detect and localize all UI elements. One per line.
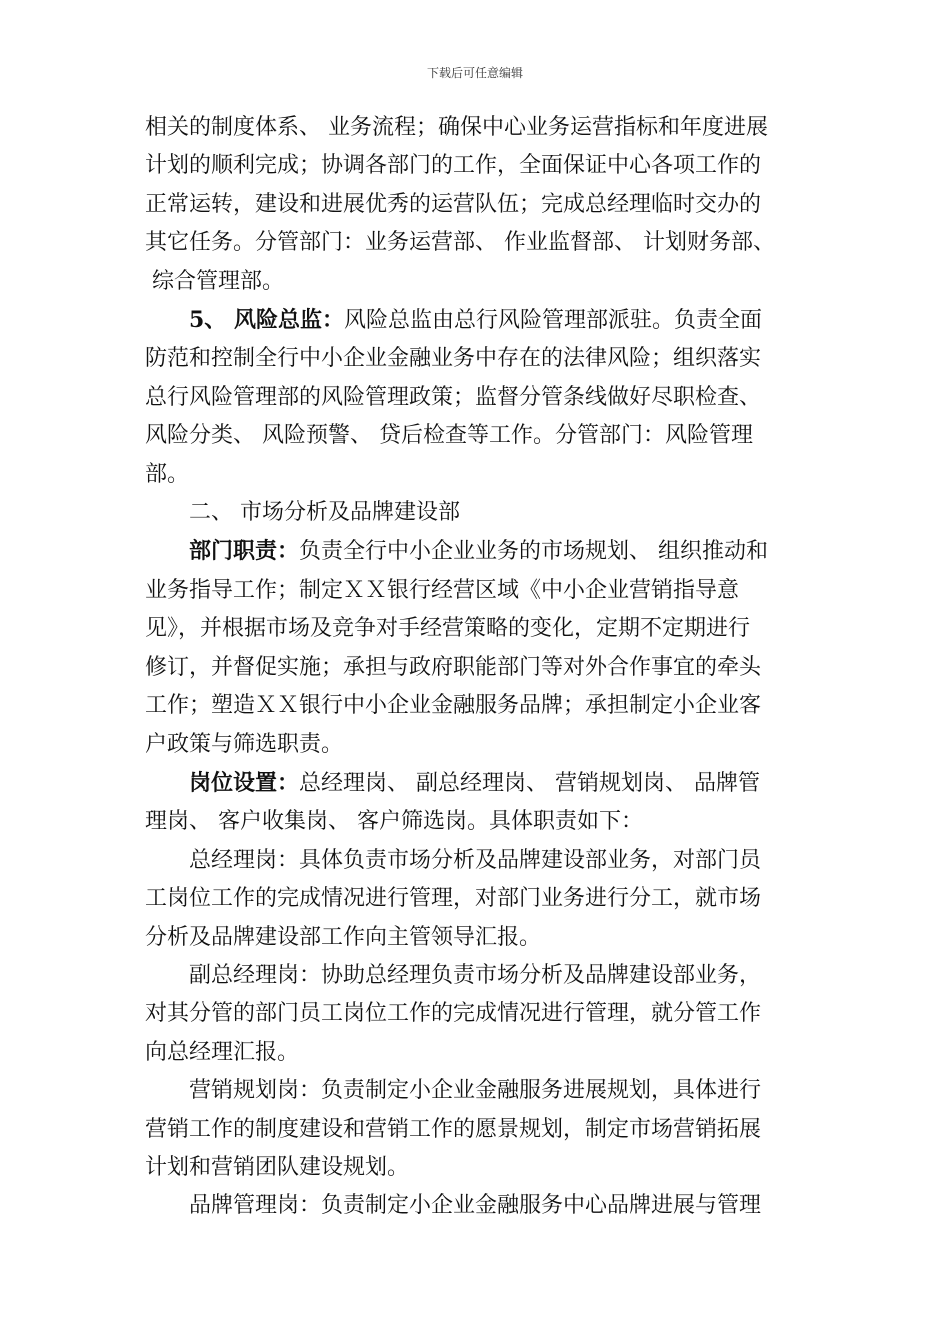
text-line <box>145 764 835 803</box>
paragraph-brand-management-post <box>145 1187 835 1225</box>
text-line: 总行风险管理部的风险管理政策；监督分管条线做好尽职检查、 <box>145 384 762 410</box>
text-line: 业务指导工作；制定ＸＸ银行经营区域《中小企业营销指导意 <box>145 577 740 603</box>
lead-rest: 总经理岗、 副总经理岗、 营销规划岗、 品牌管 <box>299 770 760 796</box>
text-line: 其它任务。分管部门：业务运营部、 作业监督部、 计划财务部、 <box>145 230 775 256</box>
paragraph-post-setup <box>145 764 835 842</box>
section-title: 二、 市场分析及品牌建设部 <box>189 500 460 526</box>
text-line: 副总经理岗：协助总经理负责市场分析及品牌建设部业务， <box>189 962 762 988</box>
text-line: 综合管理部。 <box>145 268 284 294</box>
text-line: 修订，并督促实施；承担与政府职能部门等对外合作事宜的牵头 <box>145 654 762 680</box>
lead-rest: 负责全行中小企业业务的市场规划、 组织推动和 <box>299 539 769 565</box>
text-line: 分析及品牌建设部工作向主管领导汇报。 <box>145 924 542 950</box>
paragraph-operations-continued <box>145 109 835 301</box>
text-line: 总经理岗：具体负责市场分析及品牌建设部业务，对部门员 <box>189 847 762 873</box>
document-body <box>145 109 835 1226</box>
bold-lead: 部门职责： <box>189 538 300 565</box>
text-line: 风险分类、 风险预警、 贷后检查等工作。分管部门：风险管理 <box>145 423 753 449</box>
lead-rest: 风险总监由总行风险管理部派驻。负责全面 <box>343 308 762 334</box>
paragraph-marketing-planning-post <box>145 1072 835 1187</box>
text-line: 相关的制度体系、 业务流程；确保中心业务运营指标和年度进展 <box>145 115 768 140</box>
text-line: 对其分管的部门员工岗位工作的完成情况进行管理，就分管工作 <box>145 1001 762 1027</box>
section-heading <box>145 494 835 532</box>
bold-lead: 5、 风险总监： <box>189 307 344 334</box>
text-line: 向总经理汇报。 <box>145 1039 300 1065</box>
paragraph-deputy-manager-post <box>145 957 835 1072</box>
text-line: 计划和营销团队建设规划。 <box>145 1154 410 1180</box>
text-line <box>145 532 835 571</box>
text-line: 工岗位工作的完成情况进行管理，对部门业务进行分工，就市场 <box>145 886 762 912</box>
text-line: 计划的顺利完成；协调各部门的工作，全面保证中心各项工作的 <box>145 153 762 179</box>
paragraph-department-duties <box>145 532 835 763</box>
page-header: 下载后可任意编辑 <box>426 66 523 80</box>
paragraph-risk-director <box>145 301 835 494</box>
text-line: 见》，并根据市场及竞争对手经营策略的变化，定期不定期进行 <box>145 616 751 642</box>
text-line: 户政策与筛选职责。 <box>145 731 344 757</box>
text-line: 营销规划岗：负责制定小企业金融服务进展规划，具体进行 <box>189 1078 762 1104</box>
text-line: 部。 <box>145 461 190 487</box>
paragraph-general-manager-post <box>145 842 835 957</box>
text-line: 正常运转，建设和进展优秀的运营队伍；完成总经理临时交办的 <box>145 191 762 217</box>
text-line: 防范和控制全行中小企业金融业务中存在的法律风险；组织落实 <box>145 346 762 372</box>
text-line: 营销工作的制度建设和营销工作的愿景规划，制定市场营销拓展 <box>145 1116 762 1142</box>
bold-lead: 岗位设置： <box>189 769 300 796</box>
text-line: 工作；塑造ＸＸ银行中小企业金融服务品牌；承担制定小企业客 <box>145 693 762 719</box>
text-line: 理岗、 客户收集岗、 客户筛选岗。具体职责如下： <box>145 809 643 835</box>
text-line: 品牌管理岗：负责制定小企业金融服务中心品牌进展与管理 <box>189 1193 762 1219</box>
text-line <box>145 301 835 340</box>
